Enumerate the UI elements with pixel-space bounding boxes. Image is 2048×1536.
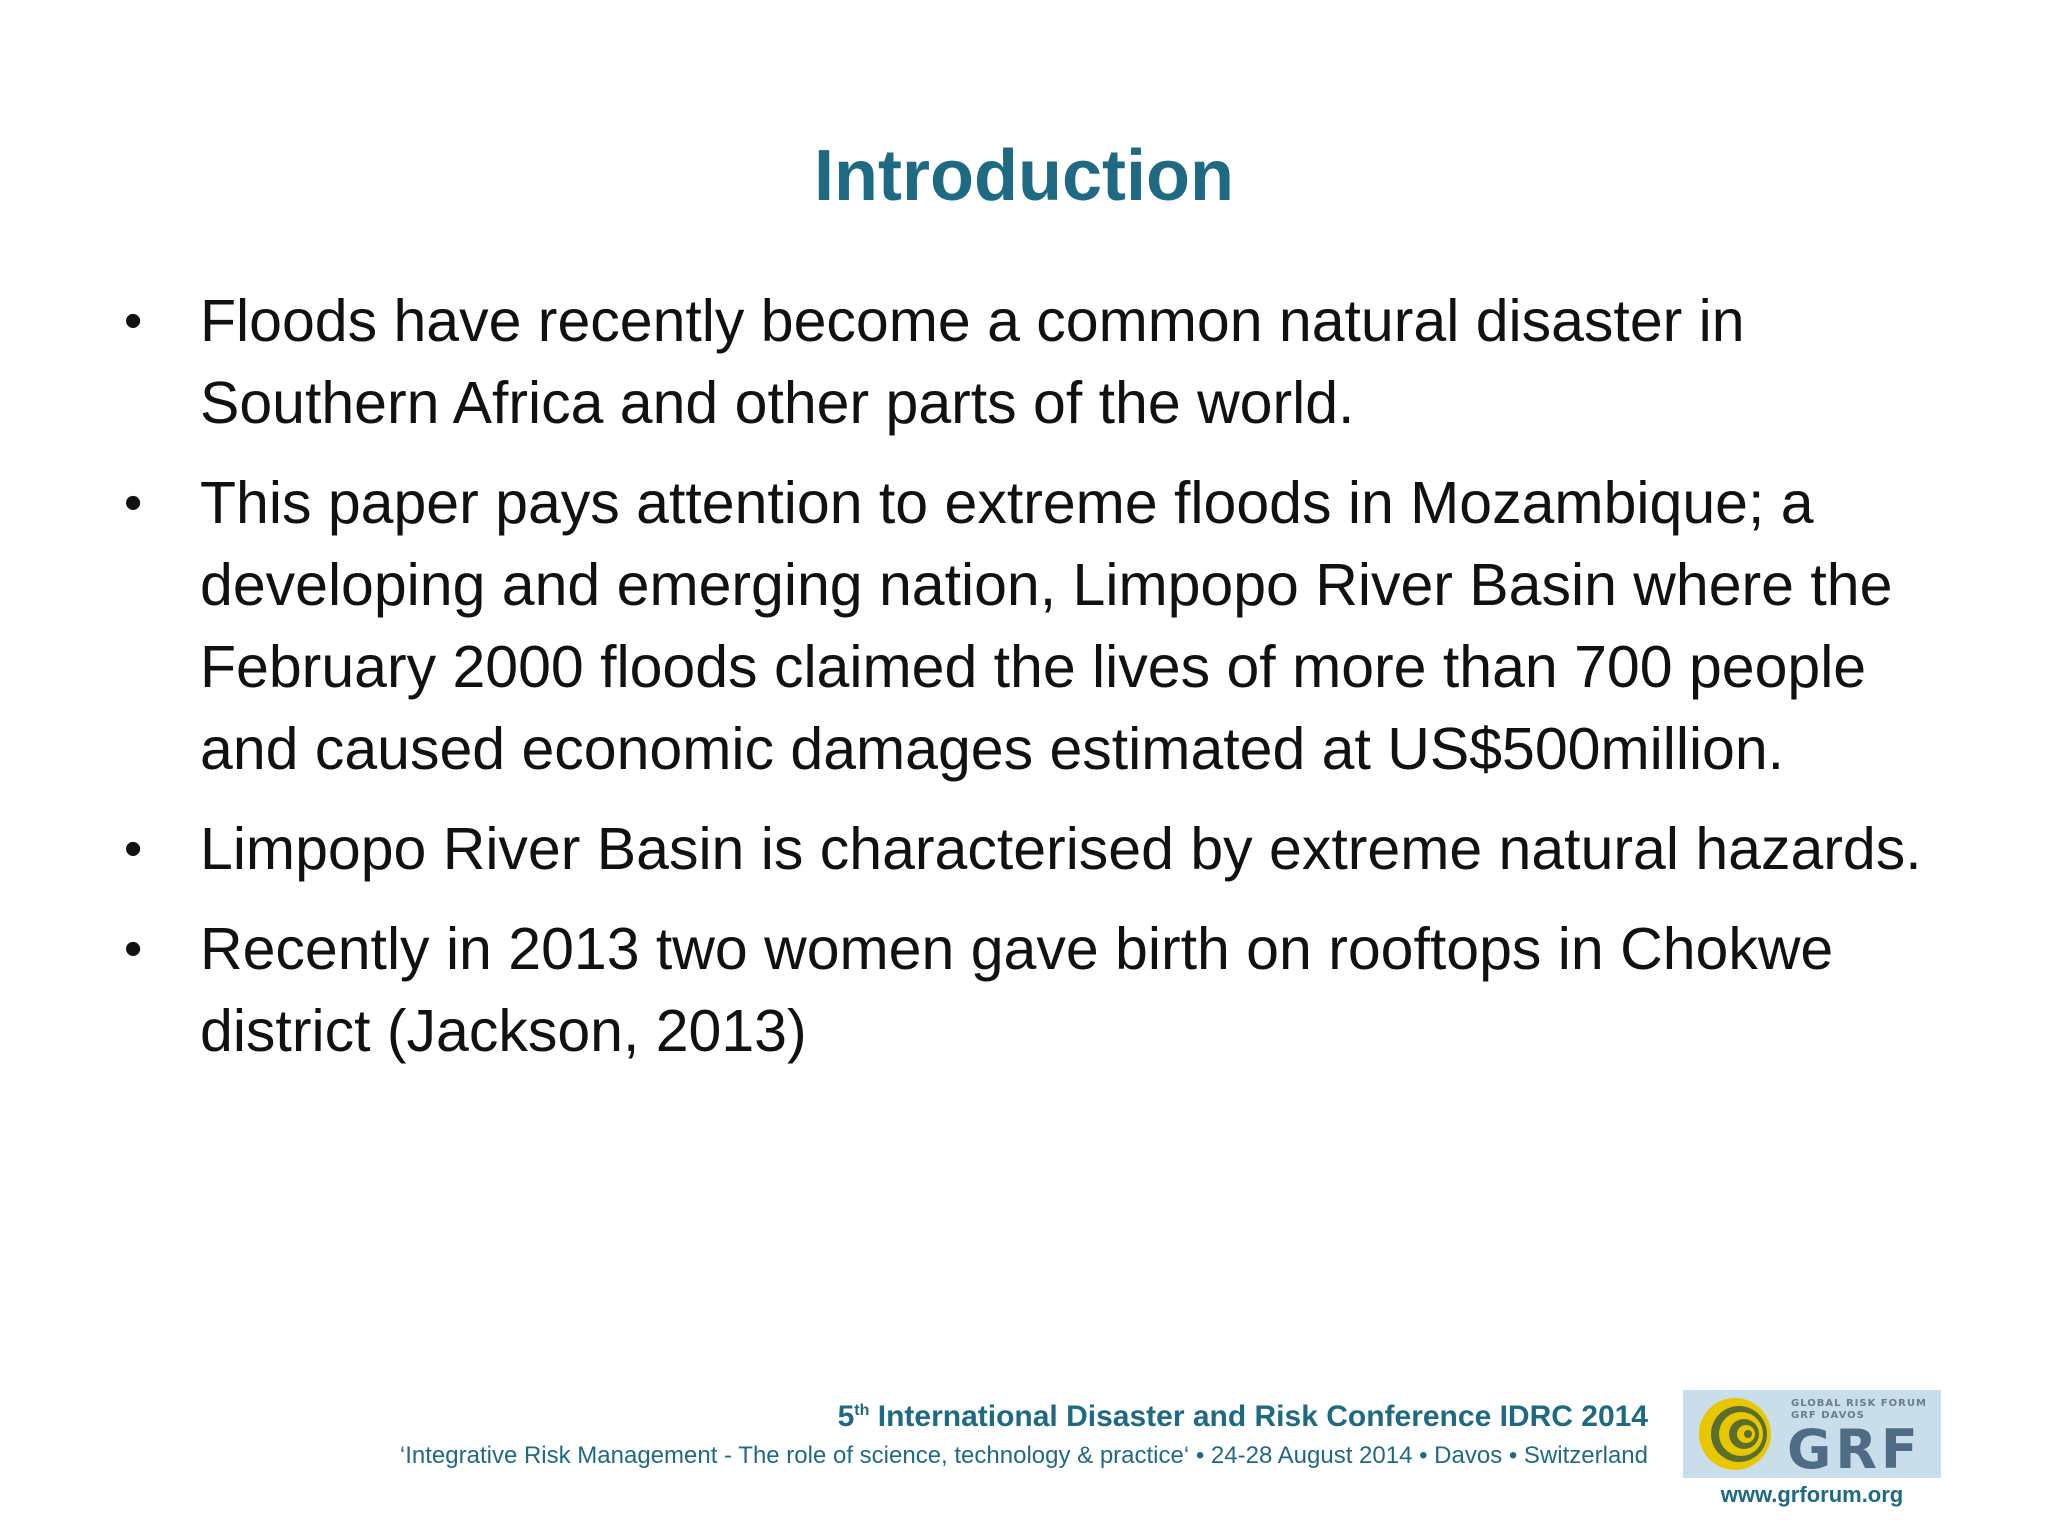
bullet-list: [120, 280, 1950, 1090]
website-link[interactable]: www.grforum.org: [1720, 1482, 1904, 1507]
bullet-icon: •: [124, 474, 143, 532]
bullet-text: Floods have recently become a common natural disaster in Southern Africa and other parts of the world.: [200, 288, 1745, 436]
conference-superscript: th: [854, 1402, 870, 1419]
slide-title: Introduction: [814, 136, 1234, 216]
conference-title: [400, 1390, 1648, 1438]
bullet-item: [120, 908, 1950, 1072]
conference-number: 5: [837, 1400, 855, 1433]
bullet-text: This paper pays attention to extreme floods in Mozambique; a developing and emerging nation, Limpopo River Basin where the February 2000 floods claimed the lives of more than 700 people and caused economic damages estimated at US$500million.: [200, 470, 1893, 782]
concentric-rings-icon: [1697, 1396, 1773, 1472]
bullet-item: [120, 280, 1950, 444]
logo-acronym: GRF: [1787, 1418, 1922, 1481]
conference-subtitle: ‘Integrative Risk Management - The role of science, technology & practice‘ • 24-28 August 2014 • Davos • Switzerland: [399, 1442, 1648, 1469]
bullet-text: Limpopo River Basin is characterised by extreme natural hazards.: [200, 816, 1922, 882]
conference-footer: [400, 1390, 1648, 1474]
logo-small-line2: GRF DAVOS: [1791, 1410, 1865, 1421]
conference-name: International Disaster and Risk Conference IDRC 2014: [877, 1400, 1648, 1433]
bullet-icon: •: [124, 820, 143, 878]
bullet-text: Recently in 2013 two women gave birth on rooftops in Chokwe district (Jackson, 2013): [200, 916, 1834, 1064]
bullet-item: [120, 808, 1950, 890]
bullet-icon: •: [124, 292, 143, 350]
logo-small-line1: GLOBAL RISK FORUM: [1791, 1398, 1927, 1409]
bullet-icon: •: [124, 920, 143, 978]
grf-logo: [1683, 1390, 1941, 1481]
bullet-item: [120, 462, 1950, 790]
